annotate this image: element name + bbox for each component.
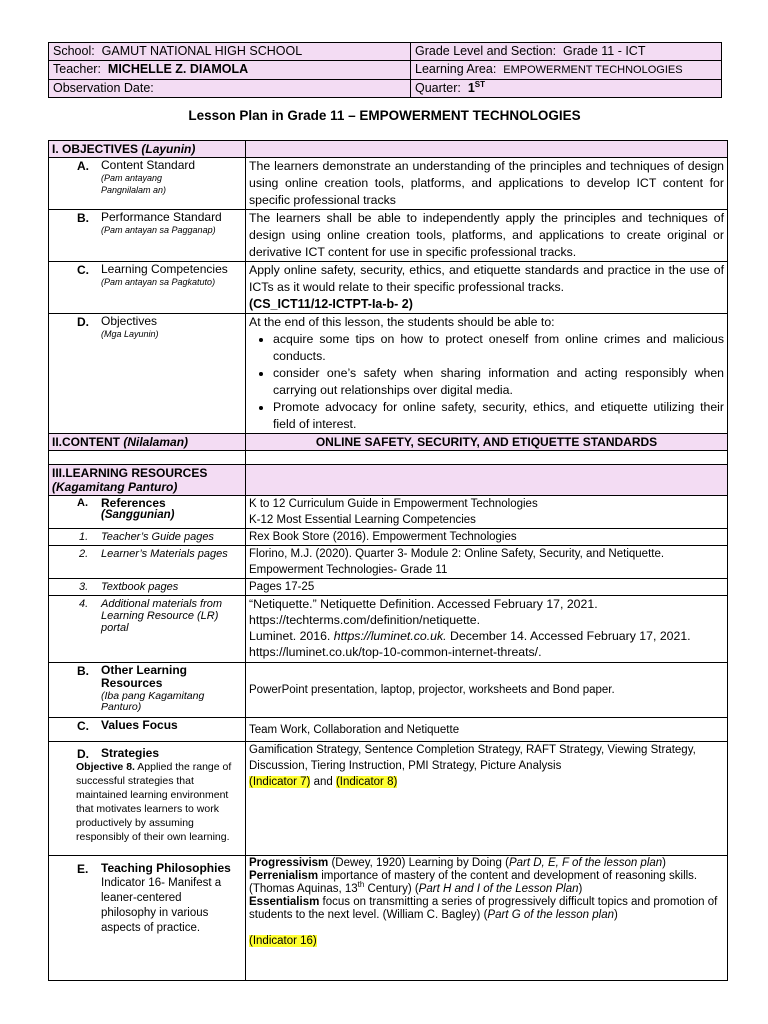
teaching-philosophies-label: E. Teaching Philosophies Indicator 16- Manifest a leaner-centered philosophy in various aspects of practice. (49, 856, 246, 981)
resources-heading: III.LEARNING RESOURCES (Kagamitang Panturo) (49, 465, 246, 496)
teaching-philosophies-text: Progressivism (Dewey, 1920) Learning by Doing (Part D, E, F of the lesson plan) Perrenialism importance of mastery of the content and development of reasoning skills.(Thomas Aquinas, 13th Century) (Part H and I of the Lesson Plan) Essentialism focus on transmitting a series of progressively difficult topics and promotion of students to the next level. (William C. Bagley) (Part G of the lesson plan) (Indicator 16) (246, 856, 728, 981)
school-cell: School: GAMUT NATIONAL HIGH SCHOOL (49, 43, 411, 61)
objectives-label: D. Objectives (Mga Layunin) (49, 314, 246, 434)
grade-cell: Grade Level and Section: Grade 11 - ICT (411, 43, 722, 61)
other-resources-label: B. Other Learning Resources (Iba pang Kagamitang Panturo) (49, 663, 246, 718)
resource-label-1: 1. Teacher’s Guide pages (49, 529, 246, 546)
indicator-16-highlight: (Indicator 16) (249, 935, 317, 947)
grade-value: Grade 11 - ICT (563, 44, 646, 58)
resource-label-4: 4. Additional materials from Learning Resource (LR) portal (49, 596, 246, 663)
resource-text-1: Rex Book Store (2016). Empowerment Technologies (246, 529, 728, 546)
resource-label-2: 2. Learner’s Materials pages (49, 546, 246, 579)
resource-text-4: “Netiquette.” Netiquette Definition. Accessed February 17, 2021. https://techterms.com/definition/netiquette. Luminet. 2016. https://luminet.co.uk. December 14. Accessed February 17, 2021. https://luminet.co.uk/top-10-common-internet-threats/. (246, 596, 728, 663)
objectives-heading: I. OBJECTIVES (Layunin) (49, 141, 246, 158)
performance-standard-label: B. Performance Standard (Pam antayan sa Pagganap) (49, 210, 246, 262)
content-heading: II.CONTENT (Nilalaman) (49, 434, 246, 451)
list-item: • acquire some tips on how to protect oneself from online crimes and malicious conducts. (273, 331, 724, 365)
strategies-label: D. Strategies Objective 8. Applied the range of successful strategies that maintained learning environment that motivates learners to work productively by assuming responsibly of their own learning. (49, 742, 246, 856)
list-item: • Promote advocacy for online safety, security, ethics, and etiquette utilizing their field of interest. (273, 399, 724, 433)
indicator-8-highlight: (Indicator 8) (335, 776, 398, 788)
lesson-plan-table (48, 140, 728, 981)
teacher-name: MICHELLE Z. DIAMOLA (107, 62, 249, 76)
references-label: A. References (Sanggunian) (49, 496, 246, 529)
references-text: K to 12 Curriculum Guide in Empowerment Technologies K-12 Most Essential Learning Competencies (246, 496, 728, 529)
content-standard-text: The learners demonstrate an understanding of the principles and techniques of design using online creation tools, platforms, and applications to develop ICT content for specific professional tracks (246, 158, 728, 210)
resource-text-3: Pages 17-25 (246, 579, 728, 596)
header-table (48, 42, 722, 98)
quarter-cell: Quarter: 1ST (411, 80, 722, 98)
school-name: GAMUT NATIONAL HIGH SCHOOL (101, 44, 303, 58)
competency-code: (CS_ICT11/12-ICTPT-Ia-b- 2) (249, 297, 413, 311)
list-item: • consider one’s safety when sharing information and acting responsibly when carrying out relationships over digital media. (273, 365, 724, 399)
performance-standard-text: The learners shall be able to independently apply the principles and techniques of design using online creation tools, platforms, and applications to create original or derivative ICT content for use in specific professional tracks. (246, 210, 728, 262)
resource-label-3: 3. Textbook pages (49, 579, 246, 596)
objectives-text: At the end of this lesson, the students should be able to: • acquire some tips on how to protect oneself from online crimes and malicious conducts. • consider one’s safety when sharing information and acting responsibly when carrying out relationships over digital media. • Promote advocacy for online safety, security, ethics, and etiquette utilizing their field of interest. (246, 314, 728, 434)
observation-cell: Observation Date: (49, 80, 411, 98)
area-value: EMPOWERMENT TECHNOLOGIES (503, 64, 683, 76)
other-resources-text: PowerPoint presentation, laptop, projector, worksheets and Bond paper. (246, 663, 728, 718)
resource-text-2: Florino, M.J. (2020). Quarter 3- Module 2: Online Safety, Security, and Netiquette. Empowerment Technologies- Grade 11 (246, 546, 728, 579)
learning-competencies-label: C. Learning Competencies (Pam antayan sa Pagkatuto) (49, 262, 246, 314)
strategies-text: Gamification Strategy, Sentence Completion Strategy, RAFT Strategy, Viewing Strategy, Discussion, Tiering Instruction, PMI Strategy, Picture Analysis (Indicator 7) and (Indicator 8) (246, 742, 728, 856)
objectives-list (249, 331, 724, 433)
page-title: Lesson Plan in Grade 11 – EMPOWERMENT TECHNOLOGIES (188, 108, 581, 123)
indicator-7-highlight: (Indicator 7) (249, 776, 311, 788)
content-topic: ONLINE SAFETY, SECURITY, AND ETIQUETTE STANDARDS (246, 434, 728, 451)
values-focus-text: Team Work, Collaboration and Netiquette (246, 718, 728, 742)
area-cell: Learning Area: EMPOWERMENT TECHNOLOGIES (411, 61, 722, 80)
teacher-cell: Teacher: MICHELLE Z. DIAMOLA (49, 61, 411, 80)
content-standard-label: A. Content Standard (Pam antayang Pangnilalam an) (49, 158, 246, 210)
values-focus-label: C. Values Focus (49, 718, 246, 742)
learning-competencies-text: Apply online safety, security, ethics, and etiquette standards and practice in the use of ICTs as it would relate to their specific professional tracks. (CS_ICT11/12-ICTPT-Ia-b- 2) (246, 262, 728, 314)
